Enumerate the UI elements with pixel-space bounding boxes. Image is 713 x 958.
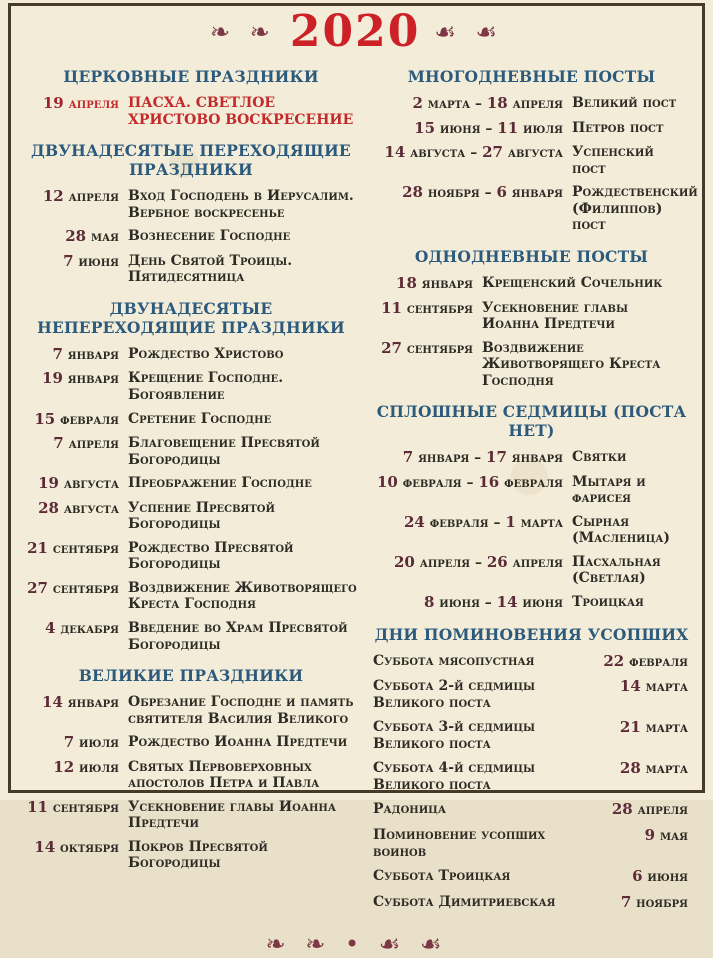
section-title: ДВУНАДЕСЯТЫЕ ПЕРЕХОДЯЩИЕ ПРАЗДНИКИ: [31, 141, 351, 180]
section-list: [23, 188, 359, 286]
section-title: МНОГОДНЕВНЫЕ ПОСТЫ: [407, 67, 656, 86]
row-text: Святых Первоверховных апостолов Петра и Павла: [128, 758, 320, 792]
date-numeral: 10: [376, 472, 398, 491]
row-text: Петров пост: [572, 119, 664, 136]
section-list: [373, 94, 698, 234]
date-numeral: 14: [619, 677, 641, 696]
date-numeral: 8: [424, 593, 435, 611]
row-date: 7 ноября: [620, 892, 688, 911]
date-numeral: 11: [381, 298, 402, 317]
date-numeral: 1: [505, 512, 516, 531]
calendar-row: [373, 300, 690, 333]
date-numeral: 22: [603, 651, 625, 670]
row-date: 14 марта: [619, 677, 688, 696]
section-list: [23, 346, 359, 653]
row-text: Суббота 3-й седмицы Великого поста: [373, 719, 536, 752]
calendar-row: [23, 475, 359, 493]
date-numeral: 7: [52, 344, 63, 363]
date-numeral: 7: [63, 251, 74, 270]
row-date: 19 апреля: [42, 94, 119, 112]
row-date: 12 июля: [53, 757, 119, 776]
date-numeral: 17: [486, 448, 507, 467]
row-text: Святки: [572, 449, 627, 466]
row-text: Рождество Пресвятой Богородицы: [128, 539, 294, 573]
row-text: Рождественский (Филиппов) пост: [572, 184, 698, 234]
date-numeral: 6: [496, 183, 507, 202]
calendar-row: [373, 653, 690, 671]
row-date: 28 мая: [65, 227, 119, 246]
date-numeral: 6: [632, 867, 643, 886]
row-text: Пасхальная (Светлая): [572, 553, 661, 587]
calendar-row: [23, 253, 359, 286]
section-list: [23, 694, 359, 872]
row-date: 2 марта – 18 апреля: [412, 94, 563, 112]
date-numeral: 9: [644, 826, 656, 845]
section-list: [373, 449, 690, 611]
left-column: [23, 54, 359, 920]
row-text: Рождество Иоанна Предтечи: [128, 734, 348, 751]
calendar-row: [23, 759, 359, 792]
row-text: Преображение Господне: [128, 475, 312, 492]
calendar-row: [373, 474, 690, 507]
row-text: Обрезание Господне и память святителя Василия Великого: [128, 694, 354, 727]
row-date: 12 апреля: [42, 187, 119, 206]
calendar-row: [373, 868, 690, 886]
date-numeral: 14: [42, 693, 63, 712]
row-text: Суббота 2-й седмицы Великого поста: [373, 678, 536, 711]
date-numeral: 20: [393, 552, 415, 571]
row-date: 7 июня: [63, 251, 119, 270]
section-title: ЦЕРКОВНЫЕ ПРАЗДНИКИ: [63, 67, 319, 86]
calendar-row: [373, 827, 690, 860]
calendar-row: [23, 694, 359, 727]
row-date: 9 мая: [644, 826, 688, 845]
row-date: 6 июня: [632, 867, 688, 886]
date-numeral: 11: [27, 797, 48, 816]
date-numeral: 27: [482, 143, 503, 162]
date-numeral: 16: [478, 472, 500, 491]
date-numeral: 18: [486, 94, 508, 112]
calendar-row: [23, 370, 359, 403]
row-text: Суббота Димитриевская: [373, 893, 556, 910]
date-numeral: 15: [414, 118, 436, 137]
row-date: 4 декабря: [45, 619, 119, 637]
row-date: 20 апреля – 26 апреля: [393, 552, 563, 571]
row-date: 24 февраля – 1 марта: [403, 512, 563, 531]
row-date: 11 сентября: [27, 797, 119, 816]
date-numeral: 19: [42, 94, 64, 112]
row-text: Суббота 4-й седмицы Великого поста: [373, 760, 536, 793]
calendar-row: [23, 540, 359, 573]
calendar-row: [373, 894, 690, 912]
calendar-row: [373, 120, 690, 138]
section-title: ДНИ ПОМИНОВЕНИЯ УСОПШИХ: [374, 624, 689, 644]
row-date: 7 января – 17 января: [402, 448, 563, 467]
date-numeral: 28: [65, 227, 87, 246]
calendar-row: [23, 228, 359, 246]
section-title: СПЛОШНЫЕ СЕДМИЦЫ (ПОСТА НЕТ): [376, 402, 687, 441]
calendar-row: [23, 346, 359, 364]
calendar-row: [23, 411, 359, 429]
date-numeral: 7: [402, 448, 414, 467]
row-date: 27 сентября: [27, 578, 119, 597]
calendar-row: [373, 801, 690, 819]
row-date: 14 октября: [34, 837, 119, 856]
calendar-row: [23, 500, 359, 533]
row-text: Мытаря и фарисея: [572, 473, 646, 507]
calendar-row: [23, 620, 359, 653]
calendar-columns: [23, 54, 698, 920]
row-text: Благовещение Пресвятой Богородицы: [128, 435, 320, 468]
calendar-row: [23, 839, 359, 872]
row-date: 28 апреля: [611, 800, 688, 819]
date-numeral: 28: [611, 800, 633, 819]
date-numeral: 19: [42, 369, 63, 388]
row-date: 19 января: [42, 369, 119, 388]
date-numeral: 18: [396, 273, 417, 292]
row-text: Вознесение Господне: [128, 228, 291, 245]
row-date: 21 марта: [619, 718, 688, 737]
calendar-row: [23, 799, 359, 832]
section-list: [373, 653, 690, 912]
floral-ornament-left-icon: ❧ ❧: [210, 18, 276, 46]
row-date: 22 февраля: [603, 651, 688, 670]
date-numeral: 14: [34, 837, 56, 856]
year-title: 2020: [289, 6, 421, 57]
row-text: ПАСХА. СВЕТЛОЕ ХРИСТОВО ВОСКРЕСЕНИЕ: [128, 95, 354, 128]
date-numeral: 14: [496, 593, 518, 611]
row-text: Радоница: [373, 801, 446, 818]
calendar-row: [23, 734, 359, 752]
row-text: Усекновение главы Иоанна Предтечи: [128, 798, 337, 832]
decorative-frame: [8, 3, 705, 958]
date-numeral: 26: [486, 552, 508, 571]
calendar-row: [373, 183, 698, 234]
calendar-row: [373, 449, 690, 467]
row-date: 14 января: [42, 693, 119, 712]
date-numeral: 21: [27, 538, 48, 557]
date-numeral: 28: [619, 759, 641, 778]
date-numeral: 28: [402, 183, 423, 202]
section-title: ВЕЛИКИЕ ПРАЗДНИКИ: [78, 666, 304, 686]
right-column: [373, 54, 698, 920]
row-date: 7 апреля: [53, 434, 119, 453]
section-list: [23, 95, 359, 128]
calendar-row: [373, 95, 690, 113]
calendar-row: [23, 188, 359, 221]
row-date: 15 июня – 11 июля: [414, 118, 563, 137]
calendar-row: [373, 719, 690, 752]
calendar-row: [373, 340, 690, 390]
row-date: 21 сентября: [27, 538, 119, 557]
date-numeral: 12: [42, 187, 64, 206]
row-text: Сырная (Масленица): [572, 513, 671, 547]
row-date: 18 января: [396, 273, 473, 292]
row-text: Рождество Христово: [128, 345, 284, 362]
calendar-row: [23, 580, 359, 613]
row-text: Сретение Господне: [128, 410, 272, 427]
calendar-row: [373, 554, 690, 587]
row-date: 7 июля: [63, 733, 119, 752]
row-text: Воздвижение Животворящего Креста Господня: [482, 339, 661, 389]
title-row: [23, 6, 690, 57]
date-numeral: 4: [45, 619, 56, 637]
row-text: Великий пост: [572, 95, 677, 111]
calendar-row: [373, 514, 690, 547]
row-text: Крещение Господне. Богоявление: [128, 370, 284, 403]
row-date: 28 марта: [619, 759, 688, 778]
date-numeral: 27: [381, 338, 402, 357]
date-numeral: 12: [53, 757, 75, 776]
calendar-row: [373, 678, 690, 711]
date-numeral: 7: [620, 892, 632, 911]
row-date: 15 февраля: [34, 409, 119, 428]
calendar-row: [23, 95, 359, 128]
row-date: 28 августа: [38, 498, 119, 517]
floral-ornament-bottom-icon: ❧ ❧ • ☙ ☙: [265, 929, 448, 958]
date-numeral: 7: [53, 434, 64, 453]
section-list: [373, 275, 690, 389]
calendar-row: [373, 760, 690, 793]
section-title: ОДНОДНЕВНЫЕ ПОСТЫ: [414, 246, 649, 266]
row-text: Успение Пресвятой Богородицы: [128, 499, 275, 533]
row-text: Суббота Троицкая: [373, 868, 511, 885]
date-numeral: 2: [412, 94, 423, 112]
row-text: День Святой Троицы. Пятидесятница: [128, 252, 293, 286]
row-text: Суббота мясопустная: [373, 652, 535, 669]
row-text: Троицкая: [572, 594, 644, 610]
date-numeral: 21: [619, 718, 641, 737]
row-date: 28 ноября – 6 января: [402, 183, 563, 202]
row-text: Успенский пост: [572, 144, 654, 177]
date-numeral: 11: [497, 118, 519, 137]
calendar-row: [23, 435, 359, 468]
row-text: Покров Пресвятой Богородицы: [128, 838, 268, 872]
row-text: Усекновение главы Иоанна Предтечи: [482, 299, 629, 333]
date-numeral: 15: [34, 409, 56, 428]
section-title: ДВУНАДЕСЯТЫЕ НЕПЕРЕХОДЯЩИЕ ПРАЗДНИКИ: [37, 298, 345, 337]
date-numeral: 28: [38, 498, 59, 517]
row-date: 11 сентября: [381, 298, 473, 317]
date-numeral: 7: [63, 733, 75, 752]
row-text: Крещенский Сочельник: [482, 274, 663, 291]
row-text: Вход Господень в Иерусалим. Вербное воскресенье: [128, 188, 354, 221]
date-numeral: 19: [38, 474, 59, 493]
row-date: 7 января: [52, 344, 119, 363]
row-date: 8 июня – 14 июня: [424, 593, 563, 611]
row-text: Поминовение усопших воинов: [373, 827, 546, 860]
calendar-row: [373, 594, 690, 612]
row-date: 27 сентября: [381, 338, 473, 357]
row-text: Воздвижение Животворящего Креста Господня: [128, 579, 357, 613]
date-numeral: 27: [27, 578, 48, 597]
row-date: 14 августа – 27 августа: [384, 143, 563, 162]
calendar-row: [373, 275, 690, 293]
row-text: Введение во Храм Пресвятой Богородицы: [128, 620, 348, 653]
date-numeral: 14: [384, 143, 406, 162]
floral-ornament-right-icon: ☙ ☙: [434, 18, 503, 46]
date-numeral: 24: [403, 512, 425, 531]
calendar-row: [373, 144, 690, 177]
row-date: 10 февраля – 16 февраля: [376, 472, 563, 491]
row-date: 19 августа: [38, 474, 119, 493]
